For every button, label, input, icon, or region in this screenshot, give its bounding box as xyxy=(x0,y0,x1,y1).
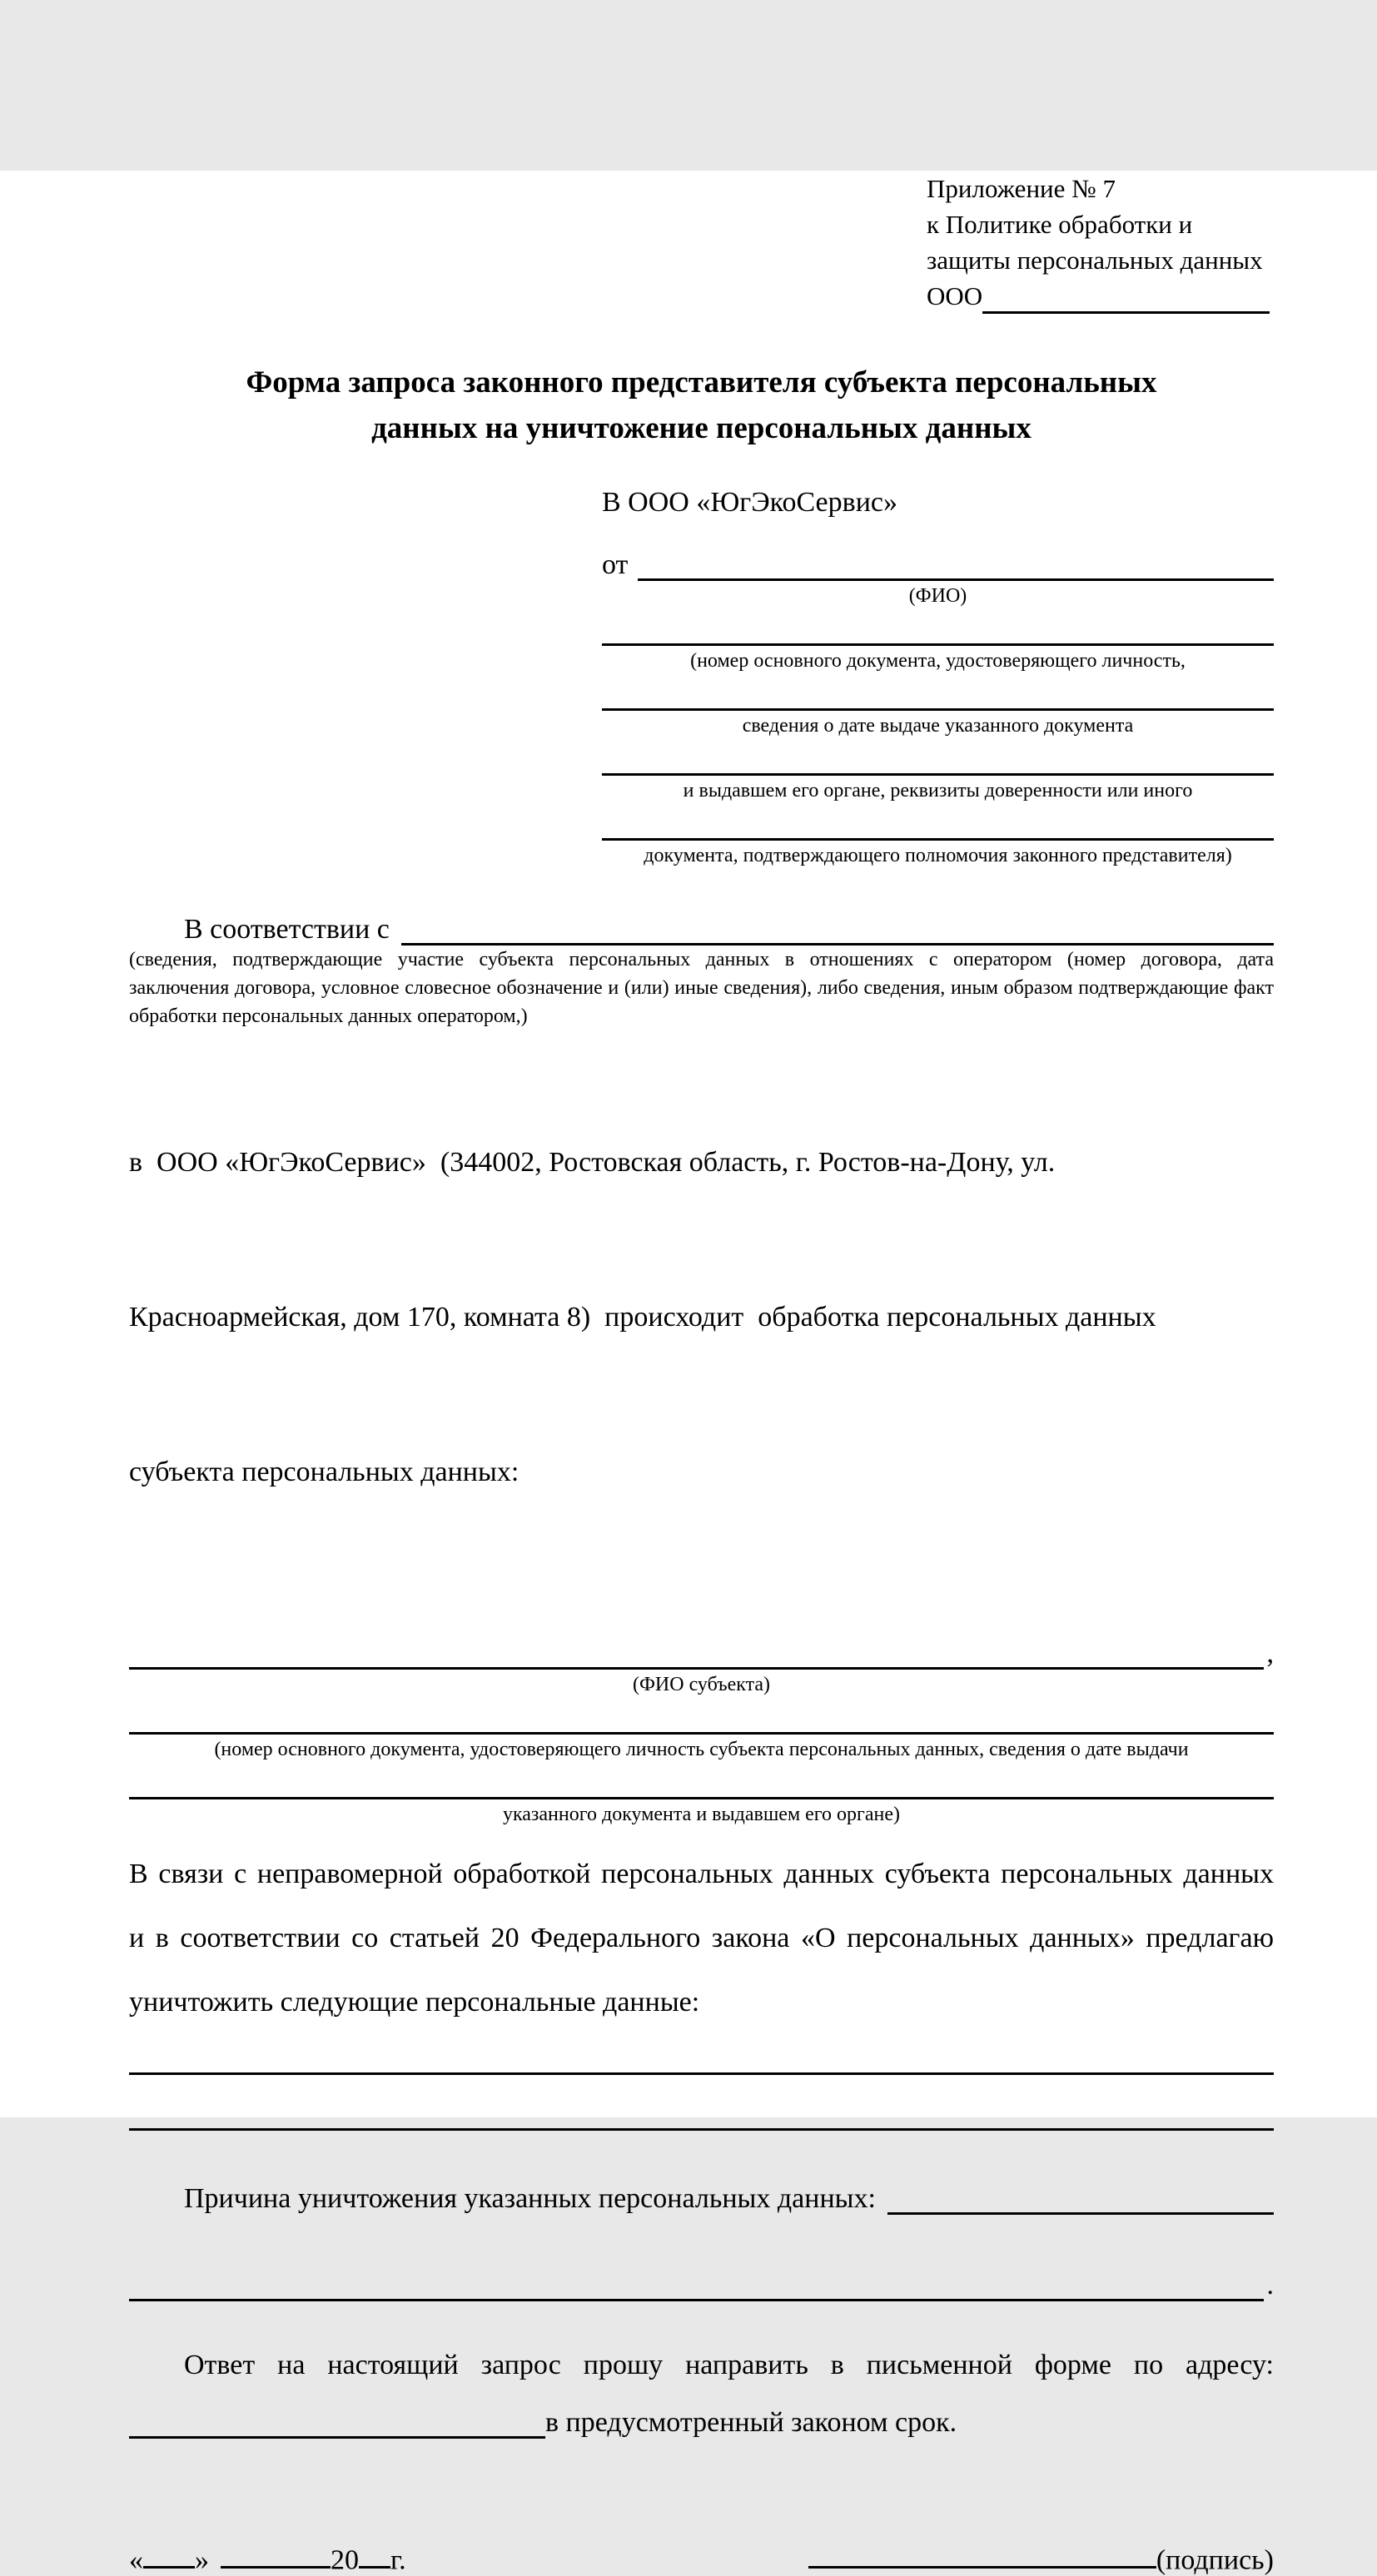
operator-paragraph xyxy=(129,1034,1274,1601)
representative-doc-blank-line-3 xyxy=(602,773,1274,776)
signature-group xyxy=(808,2537,1274,2576)
addressee-to: В ООО «ЮгЭкоСервис» xyxy=(602,487,897,518)
appendix-block xyxy=(927,171,1270,314)
company-name-blank-line xyxy=(982,283,1270,314)
addressee-block xyxy=(602,486,1274,868)
subject-fio-caption: (ФИО субъекта) xyxy=(632,1674,771,1696)
answer-paragraph-line-1: Ответ на настоящий запрос прошу направить в письменной форме по адресу: xyxy=(184,2349,1274,2380)
date-group xyxy=(129,2537,406,2576)
reason-label: Причина уничтожения указанных персональных данных: xyxy=(184,2182,876,2214)
operator-paragraph-line-1: в ООО «ЮгЭкоСервис» (344002, Ростовская область, г. Ростов-на-Дону, ул. xyxy=(129,1146,1056,1178)
data-to-destroy-blank-line-1 xyxy=(129,2072,1274,2075)
subject-fio-blank-line xyxy=(129,1636,1264,1670)
date-quote-open: « xyxy=(129,2544,143,2576)
date-day-blank xyxy=(143,2537,195,2569)
answer-address-row xyxy=(129,2406,1274,2439)
date-month-blank xyxy=(221,2537,331,2569)
date-year-prefix: 20 xyxy=(331,2544,359,2576)
data-to-destroy-blank-line-2 xyxy=(129,2128,1274,2131)
according-label: В соответствии с xyxy=(184,913,390,945)
representative-doc-caption-2: сведения о дате выдаче указанного документа xyxy=(742,715,1134,737)
according-caption-line-1: (сведения, подтверждающие участие субъекта персональных данных в отношениях с оператором (номер договора, дата xyxy=(129,948,1274,970)
destroy-paragraph-line-1: В связи с неправомерной обработкой персональных данных субъекта персональных данных xyxy=(129,1859,1274,1890)
representative-fio-blank-line xyxy=(638,548,1274,581)
according-caption-line-2: заключения договора, условное словесное обозначение и (или) иные сведения), либо сведения, иным образом подтверждающие факт xyxy=(129,976,1274,999)
operator-paragraph-line-3: субъекта персональных данных: xyxy=(129,1456,519,1487)
reason-blank-line-2 xyxy=(129,2268,1264,2301)
appendix-line-1: Приложение № 7 xyxy=(927,174,1116,203)
document-title-line-1: Форма запроса законного представителя субъекта персональных xyxy=(246,365,1157,400)
document-page xyxy=(0,171,1377,2576)
representative-doc-blank-line-2 xyxy=(602,708,1274,711)
appendix-line-2: к Политике обработки и xyxy=(927,210,1193,239)
reason-row xyxy=(129,2181,1274,2214)
operator-paragraph-line-2: Красноармейская, дом 170, комната 8) происходит обработка персональных данных xyxy=(129,1301,1156,1333)
subject-doc-caption-2: указанного документа и выдавшем его органе) xyxy=(502,1804,901,1826)
representative-doc-caption-3: и выдавшем его органе, реквизиты доверенности или иного xyxy=(683,780,1193,802)
date-quote-close: » xyxy=(195,2544,209,2576)
representative-doc-blank-line-1 xyxy=(602,643,1274,646)
date-year-suffix: г. xyxy=(390,2544,406,2576)
subject-fio-row xyxy=(129,1636,1274,1670)
fio-caption: (ФИО) xyxy=(908,585,967,608)
representative-doc-caption-4: документа, подтверждающего полномочия законного представителя) xyxy=(644,845,1232,867)
representative-doc-blank-line-4 xyxy=(602,838,1274,841)
subject-fio-comma: , xyxy=(1266,1638,1274,1670)
according-caption xyxy=(129,946,1274,1030)
destroy-paragraph-line-2: и в соответствии со статьей 20 Федерального закона «О персональных данных» предлагаю xyxy=(129,1923,1274,1954)
destroy-paragraph xyxy=(129,1842,1274,2034)
answer-suffix: в предусмотренный законом срок. xyxy=(545,2406,957,2438)
from-label: от xyxy=(602,549,629,581)
reason-period: . xyxy=(1266,2269,1274,2301)
from-row xyxy=(602,548,1274,581)
company-name-row xyxy=(927,278,1270,314)
footer-row xyxy=(129,2537,1274,2576)
company-prefix: ООО xyxy=(927,281,983,310)
signature-blank-line xyxy=(808,2537,1156,2569)
answer-address-blank-line xyxy=(129,2406,545,2439)
reason-blank-line-1 xyxy=(887,2181,1274,2214)
subject-doc-blank-line-1 xyxy=(129,1732,1274,1735)
representative-doc-caption-1: (номер основного документа, удостоверяющего личность, xyxy=(690,650,1186,673)
date-year-blank xyxy=(359,2537,390,2569)
subject-doc-blank-line-2 xyxy=(129,1797,1274,1799)
destroy-paragraph-line-3: уничтожить следующие персональные данные: xyxy=(129,1987,700,2018)
reason-continuation-row xyxy=(129,2268,1274,2301)
document-title-line-2: данных на уничтожение персональных данных xyxy=(371,411,1032,445)
according-caption-line-3: обработки персональных данных оператором,) xyxy=(129,1005,528,1027)
document-title xyxy=(129,360,1274,451)
according-blank-line xyxy=(401,911,1274,945)
answer-paragraph xyxy=(129,2340,1274,2391)
according-row xyxy=(129,911,1274,945)
signature-caption: (подпись) xyxy=(1156,2544,1274,2576)
subject-doc-caption-1: (номер основного документа, удостоверяющего личность субъекта персональных данных, сведения о дате выдачи xyxy=(214,1739,1189,1761)
appendix-line-3: защиты персональных данных xyxy=(927,246,1263,275)
